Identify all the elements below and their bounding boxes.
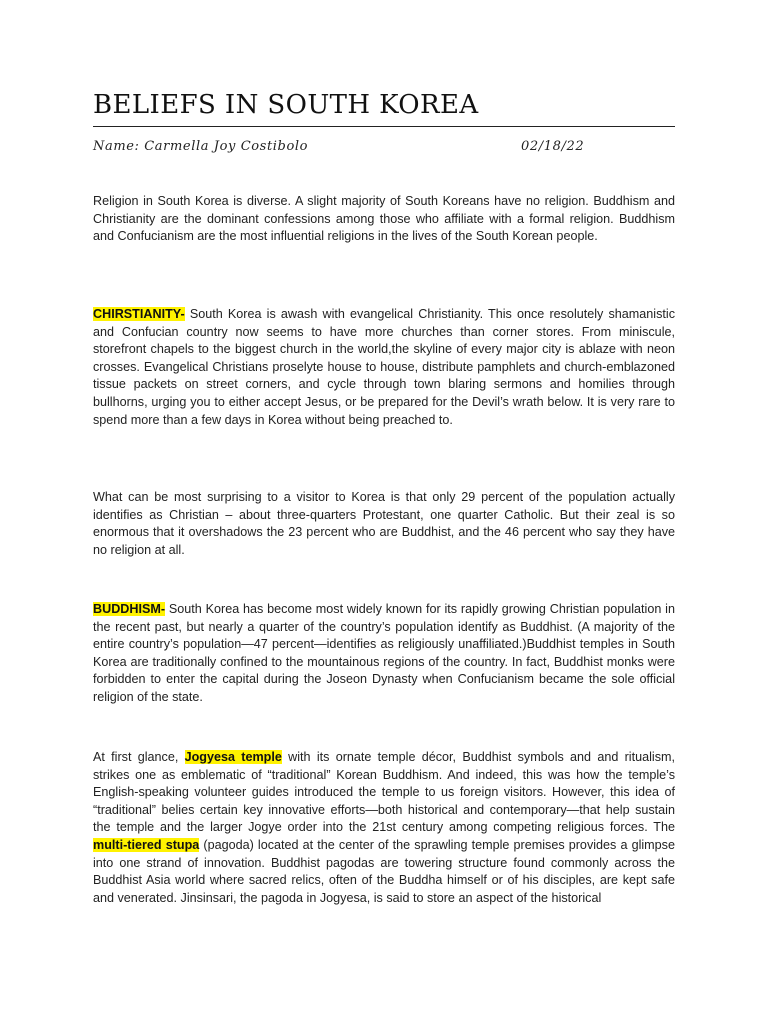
jogyesa-paragraph	[93, 749, 675, 907]
jogyesa-text-middle: with its ornate temple décor, Buddhist symbols and and ritualism, strikes one as emblematic of “traditional” Korean Buddhism. And indeed, this was how the temple’s English-speaking volunteer guides introduced the temple to us foreign visitors. However, this idea of “traditional” belies certain key innovative efforts—both historical and contemporary—that help sustain the temple and the larger Jogye order into the 21st century among competing religious forces. The	[93, 750, 675, 835]
author-name: Name: Carmella Joy Costibolo	[93, 139, 309, 154]
title-underline	[93, 126, 675, 127]
statistics-text: What can be most surprising to a visitor to Korea is that only 29 percent of the population actually identifies as Christian – about three-quarters Protestant, one quarter Catholic. But their zeal is so enormous that it overshadows the 23 percent who are Buddhist, and the 46 percent who say they have no religion at all.	[93, 490, 675, 557]
buddhism-heading: BUDDHISM-	[93, 602, 166, 616]
buddhism-text: South Korea has become most widely known for its rapidly growing Christian population in the recent past, but nearly a quarter of the country’s population identify as Buddhist. (A majority of the entire country’s population—47 percent—identifies as religiously unaffiliated.)Buddhist temples in South Korea are traditionally confined to the mountainous regions of the country. In fact, Buddhist monks were forbidden to enter the capital during the Joseon Dynasty when Confucianism became the sole official religion of the state.	[93, 602, 675, 704]
stupa-highlight: multi-tiered stupa	[93, 837, 200, 852]
jogyesa-text-end: (pagoda) located at the center of the sprawling temple premises provides a glimpse into one strand of innovation. Buddhist pagodas are towering structure found commonly across the Buddhist Asia world where sacred relics, often of the Buddha himself or of his disciples, are kept safe and venerated. Jinsinsari, the pagoda in Jogyesa, is said to store an aspect of the historical	[93, 837, 675, 905]
jogyesa-temple-highlight: Jogyesa temple	[184, 750, 282, 764]
christianity-paragraph	[93, 306, 675, 429]
jogyesa-text-start: At first glance,	[93, 750, 185, 764]
intro-paragraph	[93, 193, 675, 246]
buddhism-paragraph	[93, 601, 675, 707]
statistics-paragraph	[93, 489, 675, 559]
christianity-heading: CHIRSTIANITY-	[93, 307, 185, 321]
document-date: 02/18/22	[521, 139, 585, 154]
intro-text: Religion in South Korea is diverse. A slight majority of South Koreans have no religion. Buddhism and Christianity are the dominant confessions among those who affiliate with a formal religion. Buddhism and Confucianism are the most influential religions in the lives of the South Korean people.	[93, 194, 675, 244]
christianity-text: South Korea is awash with evangelical Christianity. This once resolutely shamanistic and Confucian country now seems to have more churches than corner stores. From miniscule, storefront chapels to the biggest church in the world,the skyline of every major city is ablaze with neon crosses. Evangelical Christians proselyte house to house, distribute pamphlets and church-emblazoned tissue packets on street corners, and cycle through town blaring sermons and homilies through bullhorns, urging you to either accept Jesus, or be prepared for the Devil’s wrath below. It is very rare to spend more than a few days in Korea without being preached to.	[93, 307, 675, 427]
document-title: BELIEFS IN SOUTH KOREA	[93, 90, 479, 120]
